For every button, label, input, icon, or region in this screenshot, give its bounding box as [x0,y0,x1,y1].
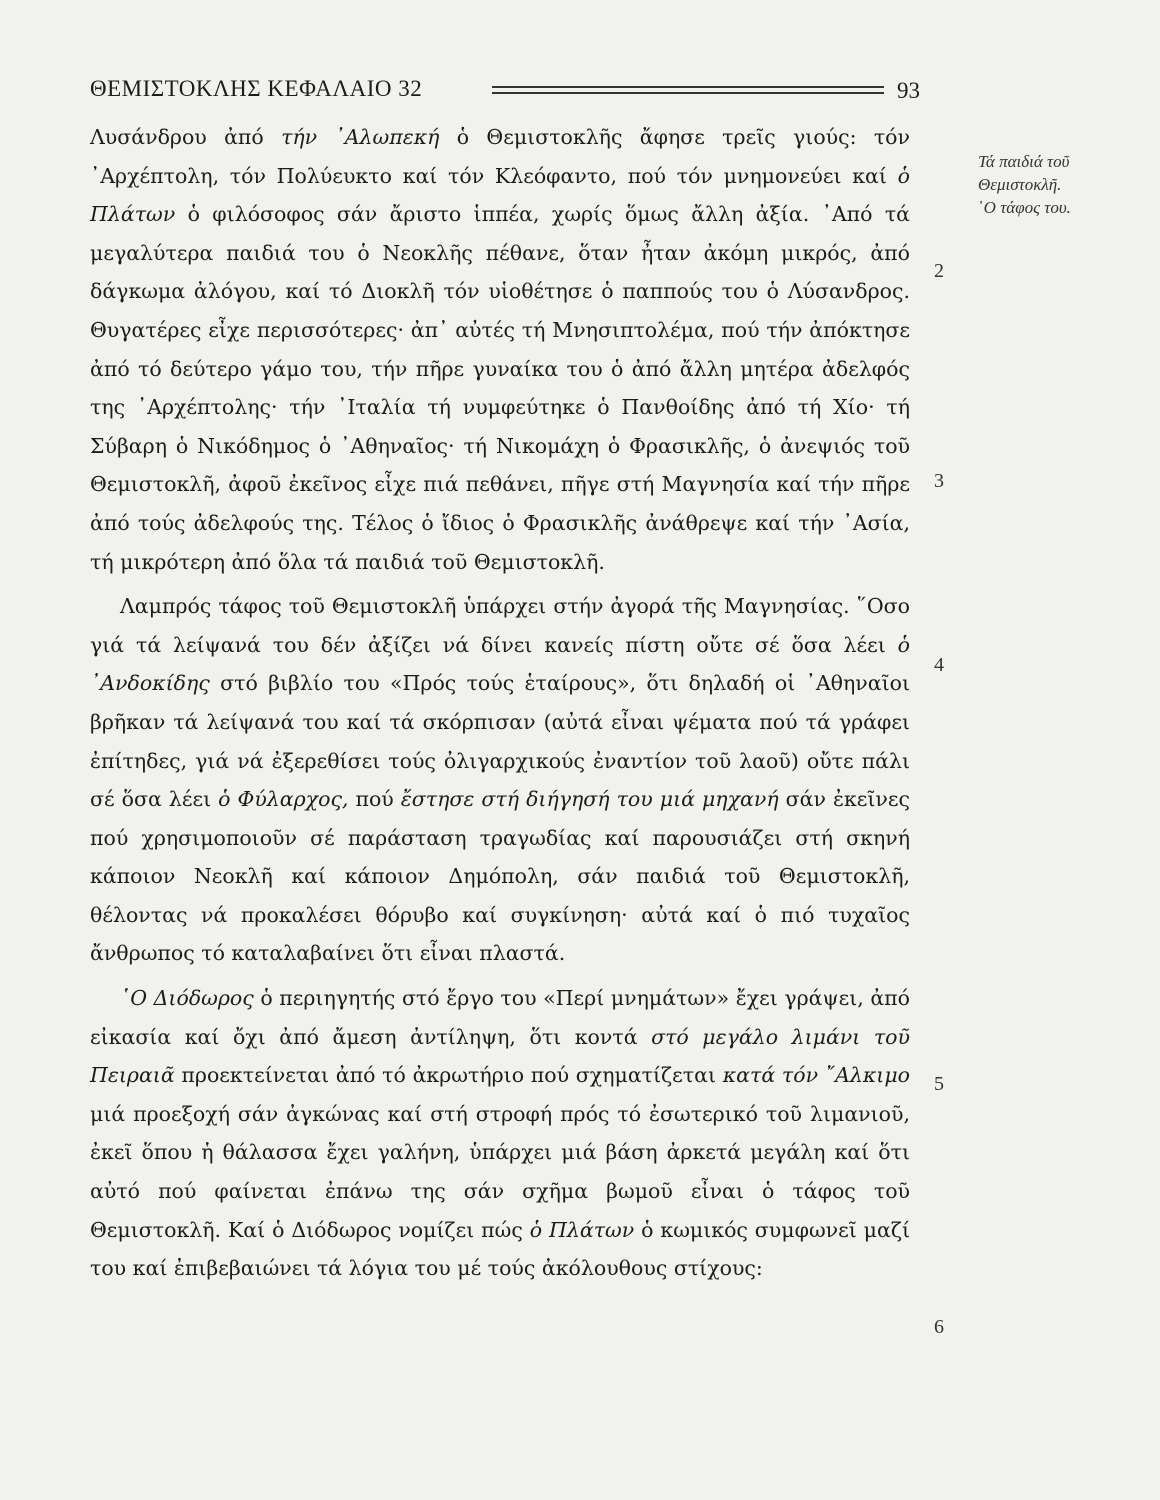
header-rule [492,86,884,94]
italic-run: ἔστησε στή διήγησή του μιά μηχανή [400,787,779,812]
italic-run: κατά τόν ῎Αλκιμο [722,1063,911,1088]
paragraph-3 [90,979,910,1288]
running-title: ΘΕΜΙΣΤΟΚΛΗΣ ΚΕΦΑΛΑΙΟ 32 [90,76,423,101]
text-run: Λαμπρός τάφος τοῦ Θεμιστοκλῆ ὑπάρχει στήν ἀγορά τῆς Μαγνησίας. ῞Οσο γιά τά λείψανά του δέν ἀξίζει νά δίνει κανείς πίστη οὔτε σέ ὅσα λέει [90,594,910,657]
paragraph-1 [90,118,910,581]
line-number-5: 5 [934,1073,944,1095]
margin-note-line: Θεμιστοκλῆ. [978,175,1062,194]
text-run: πού [348,787,401,812]
margin-note-line: ῾Ο τάφος του. [978,198,1071,217]
text-run: στό βιβλίο του «Πρός τούς ἑταίρους», ὅτι δηλαδή οἱ ᾿Αθηναῖοι βρῆκαν τά λείψανά του καί τά σκόρπισαν (αὐτά εἶναι ψέματα πού τά γράφει ἐπίτηδες, γιά νά ἐξερεθίσει τούς ὀλιγαρχικούς ἐναντίον τοῦ λαοῦ) οὔτε πάλι σέ ὅσα λέει [90,671,910,812]
text-run: σάν ἐκεῖνες πού χρησιμοποιοῦν σέ παράσταση τραγωδίας καί παρουσιάζει στή σκηνή κάποιον Νεοκλῆ καί κάποιον Δημόπολη, σάν παιδιά τοῦ Θεμιστοκλῆ, θέλοντας νά προκαλέσει θόρυβο καί συγκίνηση· αὐτά καί ὁ πιό τυχαῖος ἄνθρωπος τό καταλαβαίνει ὅτι εἶναι πλαστά. [90,787,911,966]
italic-run: ὁ ᾿Ανδοκίδης [90,632,910,696]
running-header [90,76,920,106]
italic-run: τήν ᾿Αλωπεκή [281,125,440,149]
text-run: Λυσάνδρου ἀπό [90,125,282,149]
line-number-2: 2 [934,260,944,282]
text-run: προεκτείνεται ἀπό τό ἀκρωτήριο πού σχηματίζεται [174,1063,723,1088]
margin-note-line: Τά παιδιά τοῦ [978,152,1070,171]
italic-run: ὁ Πλάτων [90,163,910,227]
margin-note [978,150,1138,219]
text-run: ὁ Θεμιστοκλῆς ἄφησε τρεῖς γιούς: τόν ᾿Αρχέπτολη, τόν Πολύευκτο καί τόν Κλεόφαντο, πού τόν μνημονεύει καί [90,125,910,188]
line-number-3: 3 [934,470,944,492]
text-run: ὁ κωμικός συμφωνεῖ μαζί του καί ἐπιβεβαιώνει τά λόγια του μέ τούς ἀκόλουθους στίχους: [90,1217,910,1281]
main-text [90,118,910,1294]
italic-run: ὁ Πλάτων [529,1217,635,1242]
line-number-6: 6 [934,1316,944,1338]
italic-run: ῾Ο Διόδωρος [120,986,254,1011]
page-number: 93 [897,78,920,103]
line-number-4: 4 [934,654,944,676]
italic-run: στό μεγάλο λιμάνι τοῦ Πειραιᾶ [90,1024,910,1088]
text-run: ὁ φιλόσοφος σάν ἄριστο ἱππέα, χωρίς ὅμως ἄλλη ἀξία. ᾿Από τά μεγαλύτερα παιδιά του ὁ Νεοκλῆς πέθανε, ὅταν ἦταν ἀκόμη μικρός, ἀπό δάγκωμα ἀλόγου, καί τό Διοκλῆ τόν υἱοθέτησε ὁ παππούς του ὁ Λύσανδρος. Θυγατέρες εἶχε περισσότερες· ἀπ᾿ αὐτές τή Μνησιπτολέμα, πού τήν ἀπόκτησε ἀπό τό δεύτερο γάμο του, τήν πῆρε γυναίκα του ὁ ἀπό ἄλλη μητέρα ἀδελφός της ᾿Αρχέπτολης· τήν ᾿Ιταλία τή νυμφεύτηκε ὁ Πανθοίδης ἀπό τή Χίο· τή Σύβαρη ὁ Νικόδημος ὁ ᾿Αθηναῖος· τή Νικομάχη ὁ Φρασικλῆς, ὁ ἀνεψιός τοῦ Θεμιστοκλῆ, ἀφοῦ ἐκεῖνος εἶχε πιά πεθάνει, πῆγε στή Μαγνησία καί τήν πῆρε ἀπό τούς ἀδελφούς της. Τέλος ὁ ἴδιος ὁ Φρασικλῆς ἀνάθρεψε καί τήν ᾿Ασία, τή μικρότερη ἀπό ὅλα τά παιδιά τοῦ Θεμιστοκλῆ. [90,202,910,574]
text-run: μιά προεξοχή σάν ἀγκώνας καί στή στροφή πρός τό ἐσωτερικό τοῦ λιμανιοῦ, ἐκεῖ ὅπου ἡ θάλασσα ἔχει γαλήνη, ὑπάρχει μιά βάση ἀρκετά μεγάλη καί ὅτι αὐτό πού φαίνεται ἐπάνω της σάν σχῆμα βωμοῦ εἶναι ὁ τάφος τοῦ Θεμιστοκλῆ. Καί ὁ Διόδωρος νομίζει πώς [90,1101,910,1242]
text-run: ὁ περιηγητής στό ἔργο του «Περί μνημάτων» ἔχει γράψει, ἀπό εἰκασία καί ὄχι ἀπό ἄμεση ἀντίληψη, ὅτι κοντά [90,986,911,1049]
italic-run: ὁ Φύλαρχος, [218,787,349,812]
paragraph-2 [90,587,910,973]
